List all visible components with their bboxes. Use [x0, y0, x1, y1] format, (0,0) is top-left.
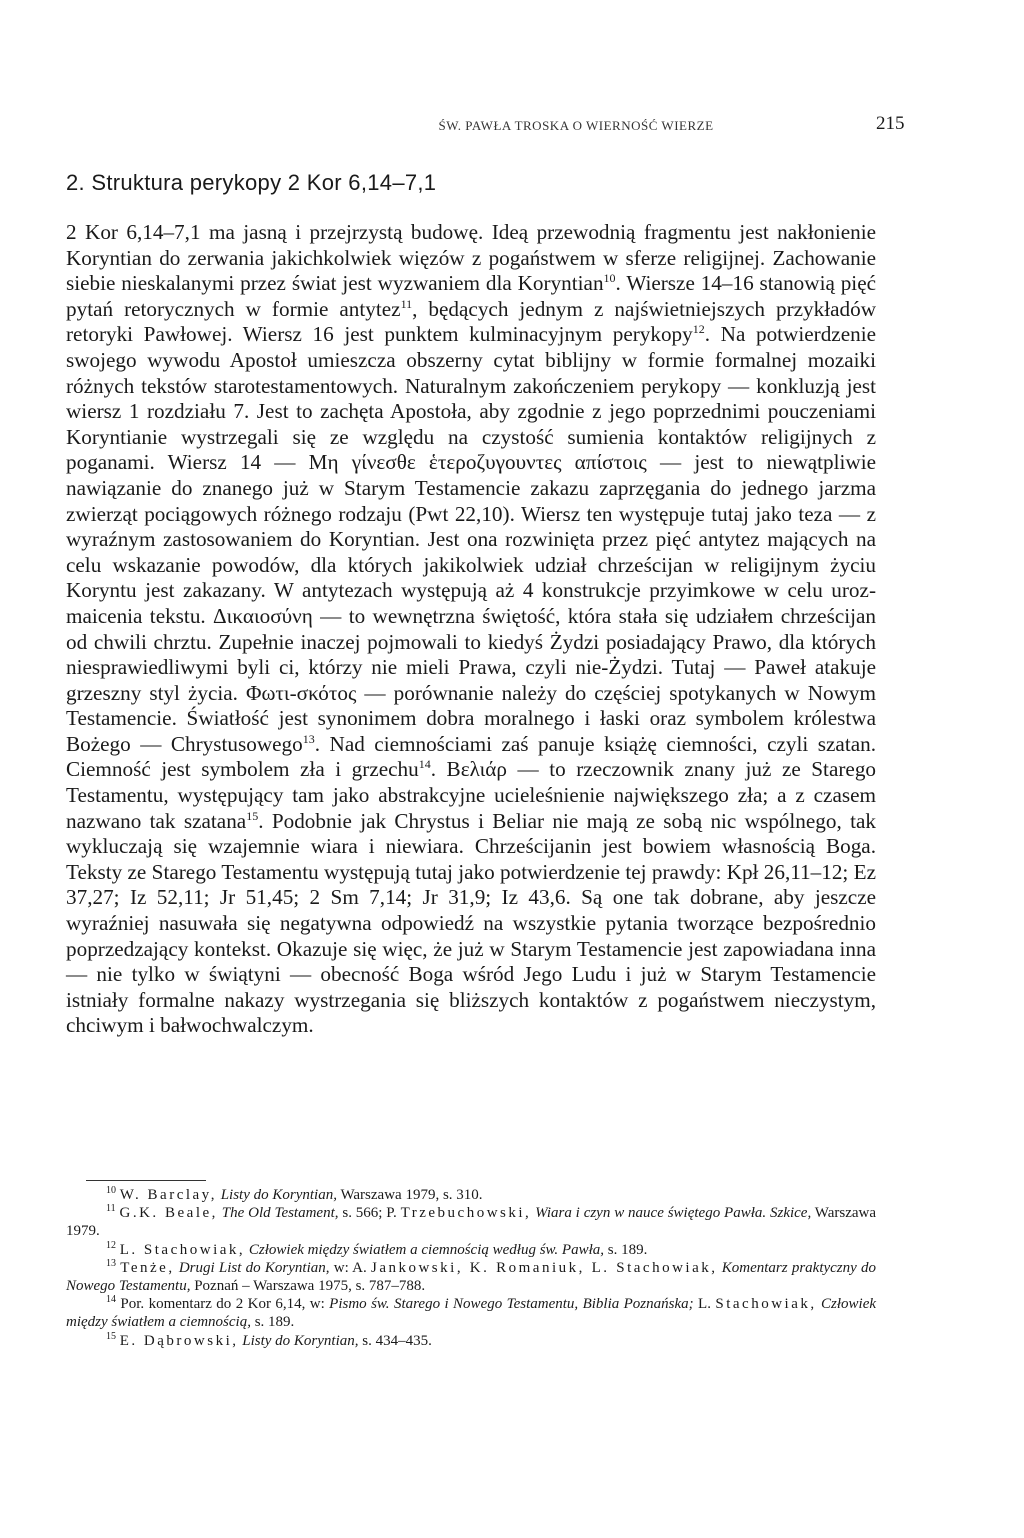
footnote-text: s. 434–435.: [358, 1332, 432, 1349]
footnote-text: Warszawa 1979, s. 310.: [336, 1187, 483, 1203]
footnote-text: Poznań – Warszawa 1975, s. 787–788.: [190, 1278, 426, 1295]
footnote-number: 11: [106, 1203, 116, 1215]
footnote-number: 13: [106, 1257, 116, 1269]
footnote-author: W. Barclay,: [119, 1187, 217, 1203]
footnote-ref[interactable]: 11: [400, 296, 413, 311]
footnote-title: Pismo św. Starego i Nowego Testamentu, Biblia Poznańska;: [329, 1296, 694, 1313]
text-run: . Nad ciemnościami zaś panuje książę ciemności, czyli szatan. Ciemność jest symbolem zła i grzechu: [66, 731, 876, 782]
footnotes: [66, 1186, 876, 1350]
footnote-14: [66, 1295, 876, 1331]
footnote-title: Człowiek między światłem a ciemnością,: [66, 1296, 877, 1331]
paragraph: [66, 220, 876, 1039]
footnote-ref[interactable]: 10: [603, 271, 616, 286]
footnote-number: 12: [106, 1239, 116, 1251]
text-run: . Na potwierdzenie swojego wywodu Apostoł umieszcza obszerny cytat biblijny w formie formalnej mozaiki różnych tekstów starotestamentowych. Naturalnym zakończeniem perykopy — konkluzją jest wiersz 1 rozdziału 7. Jest to zachęta Apostoła, aby zgodnie z jego poprzednimi pouczeniami Koryntianie wystrzegali się ze względu na czystość sumienia kontaktów religijnych z poganami. Wiersz 14 — Μη γίνεσθε ἑτεροζυγουντες απίστοις — jest to niewątpliwie nawiązanie do znanego już w Starym Testamencie zakazu zaprzęgania do jednego jarzma zwierząt pociągowych różnego rodzaju (Pwt 22,10). Wiersz ten występuje tutaj jako teza — z wyraźnym zastosowaniem do Koryntian. Jest ona rozwinięta przez pięć antytez mających na celu wskazanie powodów, dla których jakikolwiek udział chrześcijan w religijnym życiu Koryntu jest zakazany. W antytezach występują aż 4 konstrukcje przyimkowe w celu urozmaicenia tekstu. Δικαιοσύνη — to wewnętrzna świętość, która stała się udziałem chrześcijan od chwili chrztu. Zupełnie inaczej pojmowali to kiedyś Żydzi posiadający Prawo, dla których niesprawiedliwymi byli ci, którzy nie mieli Prawa, czyli nie-Żydzi. Tutaj — Paweł atakuje grzeszny styl życia. Φωτι-σκότος — porównanie należy do częściej spotykanych w Nowym Testamencie. Światłość jest synonimem dobra moralnego i łaski oraz symbolem królestwa Bożego — Chrystusowego: [66, 322, 876, 756]
text-run: . Podobnie jak Chrystus i Beliar nie mają ze sobą nic wspólnego, tak wykluczają się wzajemnie wiara i niewiara. Chrześcijanin jest bowiem własnością Boga. Teksty ze Starego Testamentu występują tutaj jako potwierdzenie tej prawdy: Kpł 26,11–12; Ez 37,27; Iz 52,11; Jr 51,45; 2 Sm 7,14; Jr 31,9; Iz 43,6. Są one tak dobrane, aby jeszcze wyraźniej nasuwała się negatywna odpowiedź na wszystkie pytania tworzące bezpośrednio poprzedzający kontekst. Okazuje się więc, że już w Starym Testamencie jest zapowiadana inna — nie tylko w świątyni — obecność Boga wśród Jego Ludu i już w Starym Testamencie istniały formalne nakazy wystrzegania się bliższych kontaktów z pogaństwem nieczystym, chciwym i bałwochwalczym.: [66, 808, 876, 1038]
footnote-title: Człowiek między światłem a ciemnością według św. Pawła,: [248, 1241, 605, 1258]
footnote-ref[interactable]: 12: [692, 322, 705, 337]
footnote-text: Warszawa 1979.: [66, 1205, 877, 1240]
footnote-author: E. Dąbrowski,: [119, 1332, 239, 1349]
footnote-text: L.: [693, 1296, 716, 1313]
footnote-11: [66, 1204, 876, 1240]
footnote-title: The Old Testament,: [221, 1205, 339, 1222]
footnote-13: [66, 1259, 876, 1295]
footnote-12: [66, 1241, 876, 1259]
footnote-author: G.K. Beale,: [119, 1205, 218, 1222]
footnote-number: 15: [106, 1330, 116, 1342]
footnote-text: Por. komentarz do 2 Kor 6,14, w:: [120, 1296, 330, 1313]
text-run: . Βελιάρ — to rzeczownik znany już ze Starego Testamentu, występujący tam jako abstrakcyjne ucieleśnienie największego zła; a z czasem nazwano tak szatana: [66, 757, 877, 833]
running-header: ŚW. PAWŁA TROSKA O WIERNOŚĆ WIERZE: [438, 118, 714, 133]
footnote-ref[interactable]: 15: [246, 808, 259, 823]
footnote-title: Drugi List do Koryntian,: [178, 1259, 330, 1276]
footnote-text: s. 189.: [250, 1314, 295, 1331]
footnote-author: Jankowski, K. Romaniuk, L. Stachowiak,: [370, 1259, 718, 1276]
footnote-text: w: A.: [329, 1259, 371, 1276]
footnote-15: [66, 1332, 876, 1350]
section-heading: 2. Struktura perykopy 2 Kor 6,14–7,1: [66, 170, 437, 195]
footnote-text: s. 566; P.: [338, 1205, 401, 1222]
footnote-ref[interactable]: 13: [302, 731, 315, 746]
footnote-number: 14: [106, 1294, 116, 1306]
footnote-text: s. 189.: [604, 1241, 648, 1258]
footnote-number: 10: [106, 1185, 116, 1196]
page-number: 215: [876, 113, 905, 134]
text-run: 2 Kor 6,14–7,1 ma jasną i przejrzystą budowę. Ideą przewodnią fragmentu jest nakłonienie Koryntian do zerwania jakichkolwiek więzów z pogaństwem w sferze religijnej. Zachowanie siebie nieskalanymi przez świat jest wyzwaniem dla Koryntian: [66, 220, 876, 296]
footnote-author: Tenże,: [120, 1259, 175, 1276]
footnote-divider: [86, 1180, 206, 1181]
body-paragraph: [66, 220, 876, 1039]
text-run: . Wiersze 14–16 stanowią pięć pytań retorycznych w formie antytez: [66, 271, 876, 321]
footnote-title: Listy do Koryntian,: [220, 1187, 337, 1203]
footnote-10: [66, 1186, 876, 1204]
text-run: , będących jednym z najświetniejszych przykładów retoryki Pawłowej. Wiersz 16 jest punktem kulminacyjnym perykopy: [66, 296, 876, 347]
footnote-title: Wiara i czyn w nauce świętego Pawła. Szkice,: [535, 1205, 812, 1222]
footnote-author: Stachowiak,: [715, 1296, 817, 1313]
footnote-author: Trzebuchowski,: [400, 1205, 532, 1222]
footnote-author: L. Stachowiak,: [119, 1241, 246, 1258]
footnote-title: Komentarz praktyczny do Nowego Testamentu,: [66, 1259, 877, 1295]
footnote-title: Listy do Koryntian,: [242, 1332, 359, 1349]
footnote-ref[interactable]: 14: [418, 757, 431, 772]
